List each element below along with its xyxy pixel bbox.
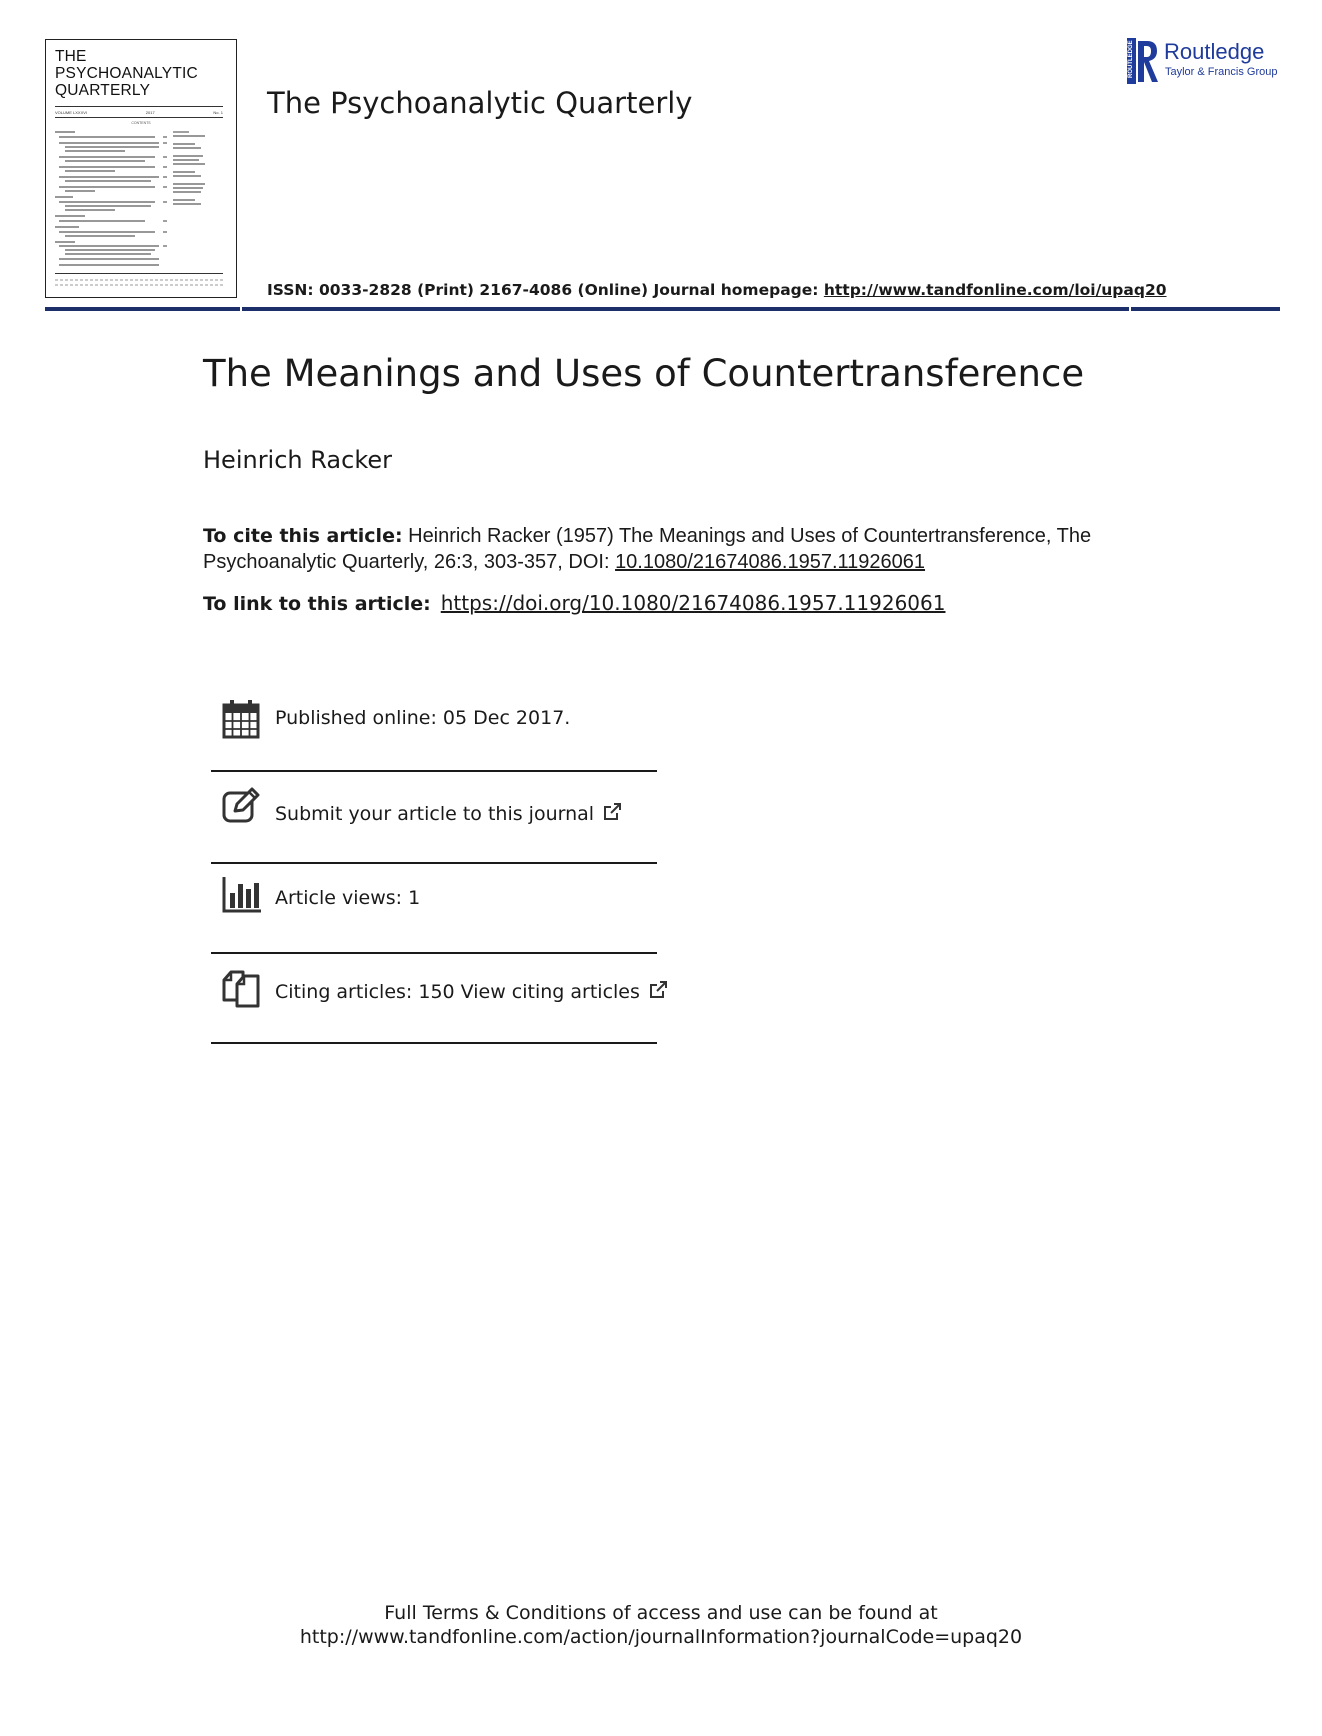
cover-contents-lines (55, 128, 225, 268)
copy-documents-icon (221, 968, 261, 1008)
article-link-line (203, 591, 945, 615)
link-label: To link to this article: (203, 593, 431, 615)
article-doi-url[interactable]: https://doi.org/10.1080/21674086.1957.11926061 (440, 591, 946, 615)
footer-line: Full Terms & Conditions of access and use can be found at (384, 1602, 938, 1624)
header-rule (45, 307, 1280, 311)
svg-text:ROUTLEDGE: ROUTLEDGE (1128, 40, 1134, 78)
article-author: Heinrich Racker (203, 446, 392, 474)
external-link-icon (648, 980, 668, 1000)
citation-block (203, 523, 1163, 575)
cover-rule (55, 117, 223, 118)
cover-title (55, 48, 198, 99)
publisher-name: Routledge (1164, 39, 1265, 64)
submit-article-text[interactable]: Submit your article to this journal (275, 803, 595, 825)
published-online-row (211, 693, 657, 753)
cover-number: No. 1 (213, 110, 223, 115)
submit-article-link[interactable] (275, 802, 622, 825)
calendar-icon (221, 699, 261, 739)
external-link-icon (602, 802, 622, 822)
cover-title-line: PSYCHOANALYTIC (55, 65, 198, 82)
divider (211, 952, 657, 954)
journal-cover-thumbnail (45, 39, 237, 298)
cover-volume-line (55, 110, 223, 115)
divider (211, 862, 657, 864)
bar-chart-icon (221, 875, 261, 915)
footer-url[interactable]: http://www.tandfonline.com/action/journalInformation?journalCode=upaq20 (299, 1626, 1023, 1648)
journal-title: The Psychoanalytic Quarterly (267, 86, 693, 120)
cite-label: To cite this article: (203, 525, 403, 547)
publisher-group: Taylor & Francis Group (1165, 66, 1278, 78)
cover-title-line: THE (55, 48, 87, 65)
edit-icon (221, 786, 261, 826)
issn-line (267, 281, 1167, 299)
routledge-mark-icon (1127, 38, 1159, 84)
cite-text: Heinrich Racker (1957) The Meanings and Uses of Countertransference, The Psychoanalytic Quarterly, 26:3, 303-357, DOI: (203, 525, 1092, 573)
cover-rule (55, 273, 223, 274)
cover-rule (55, 106, 223, 107)
cover-title-line: QUARTERLY (55, 82, 151, 99)
citing-articles-row[interactable] (211, 964, 657, 1024)
submit-article-row[interactable] (211, 784, 657, 844)
article-views-text: Article views: 1 (275, 887, 421, 909)
publisher-logo[interactable] (1127, 38, 1287, 84)
doi-link[interactable]: 10.1080/21674086.1957.11926061 (615, 551, 926, 573)
cover-contents-label: CONTENTS (131, 121, 151, 125)
cover-year: 2017 (145, 110, 155, 115)
header-rule-gap (240, 307, 242, 311)
divider (211, 1042, 657, 1044)
header-rule-gap (1129, 307, 1131, 311)
article-views-row (211, 870, 657, 930)
issn-label: ISSN: 0033-2828 (Print) 2167-4086 (Online) Journal homepage: (267, 281, 824, 299)
citing-articles-link[interactable] (275, 980, 668, 1003)
published-online-text: Published online: 05 Dec 2017. (275, 707, 571, 729)
journal-homepage-link[interactable]: http://www.tandfonline.com/loi/upaq20 (823, 281, 1167, 299)
cover-volume: VOLUME LXXXVI (55, 110, 88, 115)
terms-footer (0, 1601, 1322, 1649)
citing-articles-text[interactable]: Citing articles: 150 View citing articles (275, 981, 640, 1003)
cover-footer-lines (55, 278, 223, 288)
divider (211, 770, 657, 772)
article-title: The Meanings and Uses of Countertransference (203, 352, 1085, 395)
